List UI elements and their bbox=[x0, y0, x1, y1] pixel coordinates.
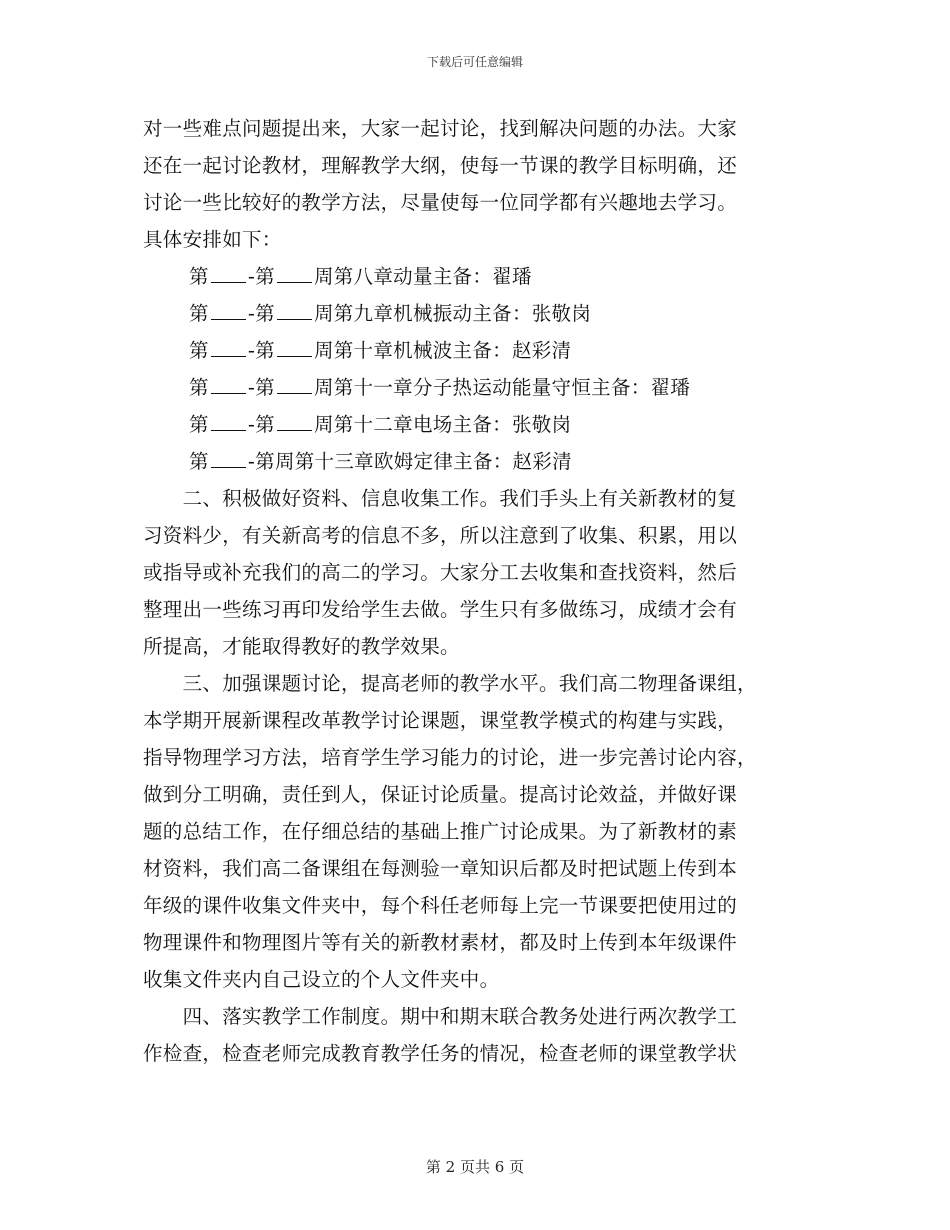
schedule-mid: -第 bbox=[247, 376, 275, 399]
page-header: 下载后可任意编辑 bbox=[426, 55, 523, 69]
paragraph-line: 题的总结工作，在仔细总结的基础上推广讨论成果。为了新教材的素 bbox=[143, 820, 738, 843]
paragraph-line: 所提高，才能取得教好的教学效果。 bbox=[143, 635, 460, 658]
schedule-prefix: 第 bbox=[189, 339, 209, 362]
paragraph-line: 具体安排如下： bbox=[143, 228, 282, 251]
paragraph-line: 物理课件和物理图片等有关的新教材素材，都及时上传到本年级课件 bbox=[143, 931, 738, 954]
schedule-line bbox=[143, 406, 813, 443]
schedule-line bbox=[143, 295, 813, 332]
schedule-prefix: 第 bbox=[189, 302, 209, 325]
schedule-line bbox=[143, 369, 813, 406]
fill-blank bbox=[211, 449, 246, 468]
paragraph-line: 或指导或补充我们的高二的学习。大家分工去收集和查找资料，然后 bbox=[143, 561, 738, 584]
fill-blank bbox=[277, 338, 312, 357]
fill-blank bbox=[277, 412, 312, 431]
schedule-line bbox=[143, 258, 813, 295]
schedule-prefix: 第 bbox=[189, 376, 209, 399]
paragraph-line: 对一些难点问题提出来，大家一起讨论，找到解决问题的办法。大家 bbox=[143, 117, 738, 140]
fill-blank bbox=[277, 264, 312, 283]
schedule-suffix: 周第八章动量主备：翟璠 bbox=[313, 265, 532, 288]
paragraph-line: 整理出一些练习再印发给学生去做。学生只有多做练习，成绩才会有 bbox=[143, 598, 738, 621]
page-footer: 第 2 页共 6 页 bbox=[425, 1158, 525, 1176]
paragraph-line: 作检查，检查老师完成教育教学任务的情况，检查老师的课堂教学状 bbox=[143, 1042, 738, 1065]
fill-blank bbox=[211, 375, 246, 394]
fill-blank bbox=[277, 301, 312, 320]
paragraph-line: 还在一起讨论教材，理解教学大纲，使每一节课的教学目标明确，还 bbox=[143, 154, 738, 177]
fill-blank bbox=[211, 264, 246, 283]
schedule-suffix: 周第十章机械波主备：赵彩清 bbox=[313, 339, 572, 362]
schedule-line bbox=[143, 332, 813, 369]
schedule-prefix: 第 bbox=[189, 265, 209, 288]
document-body bbox=[143, 110, 813, 1072]
schedule-mid: -第 bbox=[247, 413, 275, 436]
paragraph-line: 做到分工明确，责任到人，保证讨论质量。提高讨论效益，并做好课 bbox=[143, 783, 738, 806]
paragraph-line: 四、落实教学工作制度。期中和期末联合教务处进行两次教学工 bbox=[143, 1005, 738, 1028]
paragraph-line: 收集文件夹内自己设立的个人文件夹中。 bbox=[143, 968, 500, 991]
schedule-mid: -第周第十三章欧姆定律主备：赵彩清 bbox=[247, 450, 572, 473]
paragraph-line: 本学期开展新课程改革教学讨论课题，课堂教学模式的构建与实践， bbox=[143, 709, 738, 732]
schedule-suffix: 周第十一章分子热运动能量守恒主备：翟璠 bbox=[313, 376, 691, 399]
schedule-mid: -第 bbox=[247, 265, 275, 288]
schedule-prefix: 第 bbox=[189, 413, 209, 436]
paragraph-line: 讨论一些比较好的教学方法，尽量使每一位同学都有兴趣地去学习。 bbox=[143, 191, 738, 214]
schedule-suffix: 周第九章机械振动主备：张敬岗 bbox=[313, 302, 592, 325]
paragraph-line: 材资料，我们高二备课组在每测验一章知识后都及时把试题上传到本 bbox=[143, 857, 738, 880]
schedule-mid: -第 bbox=[247, 302, 275, 325]
fill-blank bbox=[277, 375, 312, 394]
schedule-prefix: 第 bbox=[189, 450, 209, 473]
paragraph-line: 三、加强课题讨论，提高老师的教学水平。我们高二物理备课组， bbox=[143, 672, 757, 695]
paragraph-line: 二、积极做好资料、信息收集工作。我们手头上有关新教材的复 bbox=[143, 487, 738, 510]
schedule-suffix: 周第十二章电场主备：张敬岗 bbox=[313, 413, 572, 436]
schedule-line bbox=[143, 443, 813, 480]
schedule-mid: -第 bbox=[247, 339, 275, 362]
paragraph-line: 年级的课件收集文件夹中，每个科任老师每上完一节课要把使用过的 bbox=[143, 894, 738, 917]
fill-blank bbox=[211, 338, 246, 357]
paragraph-line: 指导物理学习方法，培育学生学习能力的讨论，进一步完善讨论内容， bbox=[143, 746, 757, 769]
fill-blank bbox=[211, 412, 246, 431]
fill-blank bbox=[211, 301, 246, 320]
paragraph-line: 习资料少，有关新高考的信息不多，所以注意到了收集、积累，用以 bbox=[143, 524, 738, 547]
